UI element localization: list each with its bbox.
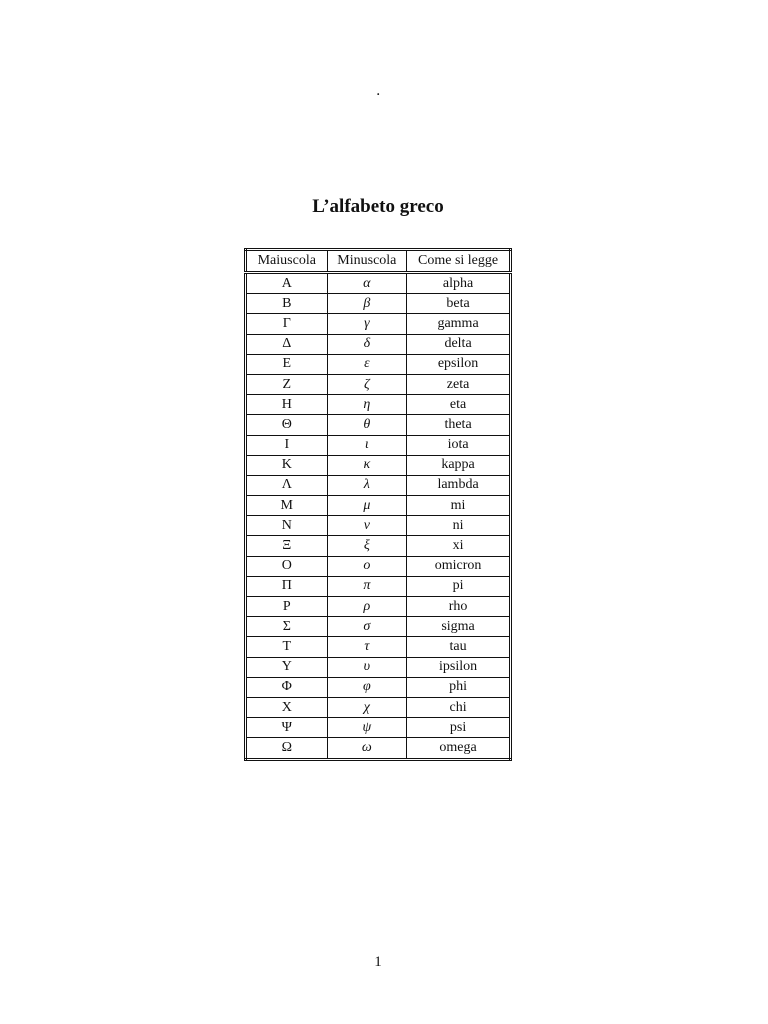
uppercase-letter: B [246,294,328,314]
letter-name: kappa [407,455,511,475]
header-lowercase: Minuscola [327,250,407,273]
table-row [246,516,511,536]
letter-name: delta [407,334,511,354]
lowercase-letter: ν [327,516,407,536]
uppercase-letter: Ξ [246,536,328,556]
letter-name: mi [407,496,511,516]
uppercase-letter: Π [246,576,328,596]
lowercase-letter: ξ [327,536,407,556]
lowercase-letter: ψ [327,718,407,738]
greek-alphabet-table-container [244,248,512,761]
table-row [246,556,511,576]
table-row [246,273,511,294]
letter-name: gamma [407,314,511,334]
lowercase-letter: α [327,273,407,294]
uppercase-letter: Γ [246,314,328,334]
page-number: 1 [374,954,382,970]
uppercase-letter: T [246,637,328,657]
table-row [246,435,511,455]
letter-name: rho [407,597,511,617]
uppercase-letter: A [246,273,328,294]
lowercase-letter: μ [327,496,407,516]
letter-name: pi [407,576,511,596]
letter-name: chi [407,697,511,717]
letter-name: eta [407,395,511,415]
lowercase-letter: υ [327,657,407,677]
lowercase-letter: κ [327,455,407,475]
lowercase-letter: π [327,576,407,596]
table-row [246,697,511,717]
table-row [246,496,511,516]
uppercase-letter: Ω [246,738,328,759]
table-row [246,294,511,314]
letter-name: zeta [407,374,511,394]
lowercase-letter: ω [327,738,407,759]
uppercase-letter: Λ [246,475,328,495]
lowercase-letter: σ [327,617,407,637]
uppercase-letter: Z [246,374,328,394]
table-row [246,576,511,596]
table-row [246,677,511,697]
uppercase-letter: Δ [246,334,328,354]
table-row [246,617,511,637]
table-row [246,536,511,556]
letter-name: psi [407,718,511,738]
page-dot: · [376,87,381,103]
table-row [246,374,511,394]
greek-alphabet-table [244,248,512,761]
lowercase-letter: χ [327,697,407,717]
uppercase-letter: I [246,435,328,455]
table-row [246,475,511,495]
table-row [246,415,511,435]
header-pronunciation: Come si legge [407,250,511,273]
letter-name: phi [407,677,511,697]
lowercase-letter: γ [327,314,407,334]
lowercase-letter: ι [327,435,407,455]
lowercase-letter: η [327,395,407,415]
table-row [246,637,511,657]
lowercase-letter: τ [327,637,407,657]
letter-name: sigma [407,617,511,637]
table-row [246,718,511,738]
lowercase-letter: λ [327,475,407,495]
letter-name: omicron [407,556,511,576]
letter-name: lambda [407,475,511,495]
lowercase-letter: β [327,294,407,314]
table-body [246,273,511,760]
uppercase-letter: E [246,354,328,374]
page-title: L’alfabeto greco [312,196,444,217]
uppercase-letter: Ψ [246,718,328,738]
uppercase-letter: K [246,455,328,475]
table-row [246,334,511,354]
lowercase-letter: ε [327,354,407,374]
table-row [246,314,511,334]
uppercase-letter: Σ [246,617,328,637]
uppercase-letter: Φ [246,677,328,697]
letter-name: iota [407,435,511,455]
letter-name: theta [407,415,511,435]
letter-name: ipsilon [407,657,511,677]
letter-name: omega [407,738,511,759]
table-header-row [246,250,511,273]
uppercase-letter: P [246,597,328,617]
letter-name: alpha [407,273,511,294]
lowercase-letter: o [327,556,407,576]
lowercase-letter: δ [327,334,407,354]
uppercase-letter: N [246,516,328,536]
uppercase-letter: O [246,556,328,576]
lowercase-letter: φ [327,677,407,697]
uppercase-letter: Θ [246,415,328,435]
letter-name: epsilon [407,354,511,374]
letter-name: xi [407,536,511,556]
uppercase-letter: M [246,496,328,516]
table-row [246,738,511,759]
table-row [246,657,511,677]
table-row [246,597,511,617]
uppercase-letter: H [246,395,328,415]
header-uppercase: Maiuscola [246,250,328,273]
lowercase-letter: θ [327,415,407,435]
letter-name: ni [407,516,511,536]
lowercase-letter: ρ [327,597,407,617]
letter-name: beta [407,294,511,314]
uppercase-letter: X [246,697,328,717]
table-row [246,354,511,374]
table-row [246,395,511,415]
lowercase-letter: ζ [327,374,407,394]
uppercase-letter: Υ [246,657,328,677]
letter-name: tau [407,637,511,657]
table-row [246,455,511,475]
